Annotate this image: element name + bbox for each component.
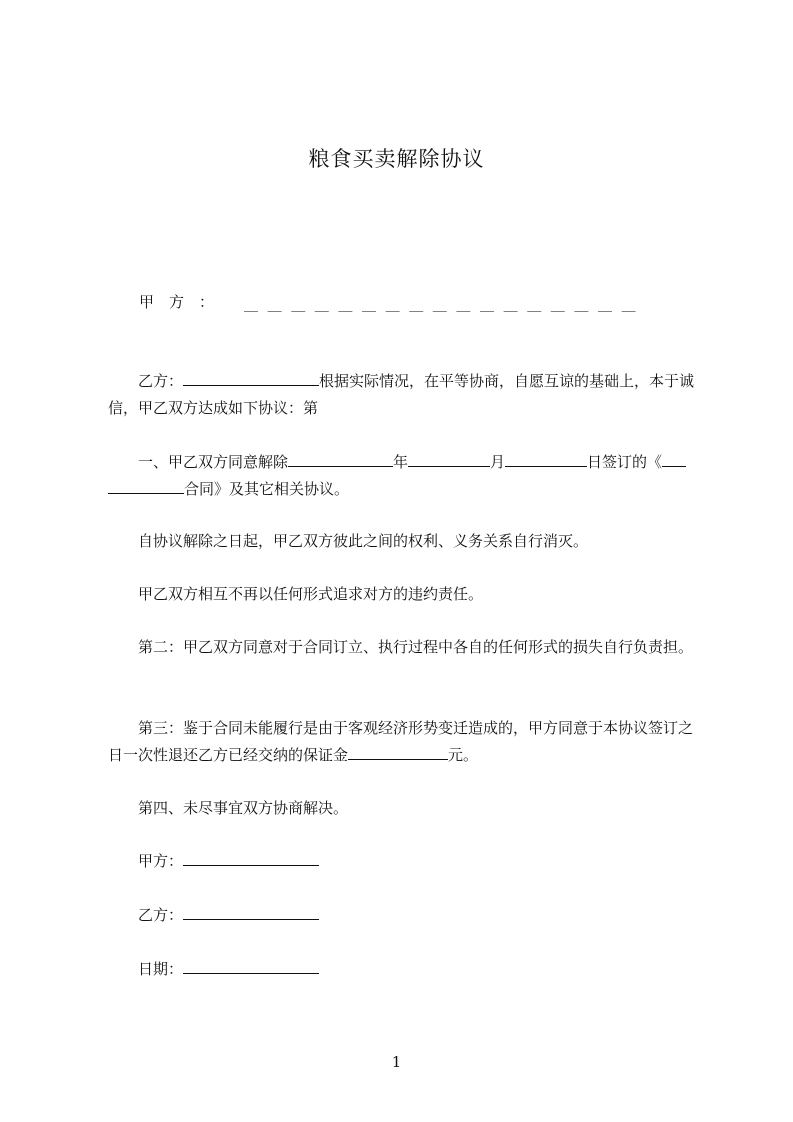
clause-1-year: 年 [393,453,409,471]
clause-3-prefix: 第三：鉴于合同未能履行是由于客观经济形势变迁造成的，甲方同意于本协议签订之日一次性退还乙方已经交纳的保证金 [108,719,694,764]
signature-party-a-blank [183,851,319,866]
clause-1-month: 月 [490,453,506,471]
document-title: 粮食买卖解除协议 [308,147,485,171]
signature-party-b-label: 乙方： [138,906,184,924]
party-a-label: 甲 方 ： [139,293,215,311]
clause-2-paragraph: 第二：甲乙双方同意对于合同订立、执行过程中各自的任何形式的损失自行负责担。 [138,638,694,656]
signature-party-b [138,902,319,929]
signature-party-a [138,848,319,875]
clause-1-contract-blank-b [108,479,184,494]
clause-1-contract: 合同》及其它相关协议。 [184,480,350,498]
clause-1-month-blank [408,452,490,467]
clause-1-day-blank [505,452,587,467]
page-number: 1 [391,1053,402,1071]
clause-1-liability: 甲乙双方相互不再以任何形式追求对方的违约责任。 [138,585,484,603]
clause-3-deposit-blank [348,745,448,760]
clause-1-year-blank [288,452,393,467]
signature-party-a-label: 甲方： [138,852,184,870]
signature-date-blank [183,959,319,974]
clause-1-paragraph [108,449,702,503]
clause-1-prefix: 一、甲乙双方同意解除 [138,453,289,471]
clause-1-day: 日签订的《 [587,453,663,471]
party-b-paragraph [108,368,702,422]
clause-4-paragraph: 第四、未尽事宜双方协商解决。 [138,799,349,817]
party-b-prefix: 乙方： [138,372,184,390]
signature-date [138,956,319,983]
party-b-blank [183,371,319,386]
clause-1-contract-blank-a [662,452,686,467]
signature-date-label: 日期： [138,960,184,978]
clause-3-suffix: 元。 [448,746,479,764]
party-b-text: 根据实际情况，在平等协商，自愿互谅的基础上，本于诚信，甲乙双方达成如下协议：第 [108,372,695,417]
party-a-blank: ＿＿＿＿＿＿＿＿＿＿＿＿＿＿＿＿＿ [244,298,646,314]
clause-1-effect: 自协议解除之日起，甲乙双方彼此之间的权利、义务关系自行消灭。 [138,532,589,550]
signature-party-b-blank [183,905,319,920]
clause-3-paragraph [108,715,702,769]
